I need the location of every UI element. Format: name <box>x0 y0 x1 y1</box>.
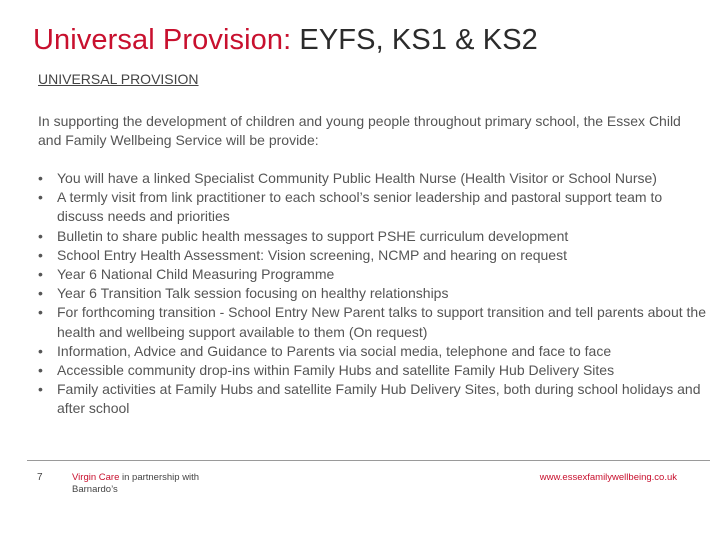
title-accent: Universal Provision: <box>33 24 292 56</box>
intro-paragraph: In supporting the development of children and young people throughout primary school, the Essex Child and Family Wellbeing Service will be provide: <box>38 113 681 148</box>
slide-title <box>33 24 538 57</box>
footer-url: www.essexfamilywellbeing.co.uk <box>539 472 677 483</box>
list-item: • Information, Advice and Guidance to Parents via social media, telephone and face to face <box>38 342 708 361</box>
list-item: • A termly visit from link practitioner to each school’s senior leadership and pastoral support team to discuss needs and priorities <box>38 188 708 226</box>
list-item: • You will have a linked Specialist Community Public Health Nurse (Health Visitor or School Nurse) <box>38 169 708 188</box>
section-subheading: UNIVERSAL PROVISION <box>38 71 199 87</box>
brand-name: Virgin Care <box>72 472 120 483</box>
footer-divider <box>27 460 710 461</box>
list-item: • School Entry Health Assessment: Vision screening, NCMP and hearing on request <box>38 246 708 265</box>
list-item: • For forthcoming transition - School Entry New Parent talks to support transition and tell parents about the health and wellbeing support available to them (On request) <box>38 303 708 341</box>
list-item: • Year 6 National Child Measuring Programme <box>38 265 708 284</box>
title-rest: EYFS, KS1 & KS2 <box>291 24 538 56</box>
list-item: • Family activities at Family Hubs and satellite Family Hub Delivery Sites, both during school holidays and after school <box>38 380 708 418</box>
footer-brand <box>72 472 199 496</box>
list-item: • Year 6 Transition Talk session focusing on healthy relationships <box>38 284 708 303</box>
list-item: • Accessible community drop-ins within Family Hubs and satellite Family Hub Delivery Sites <box>38 361 708 380</box>
partnership-text: in partnership with <box>119 472 200 483</box>
partner-name: Barnardo’s <box>72 484 118 495</box>
provision-list <box>38 169 708 419</box>
page-number: 7 <box>37 472 43 483</box>
list-item: • Bulletin to share public health messages to support PSHE curriculum development <box>38 227 708 246</box>
